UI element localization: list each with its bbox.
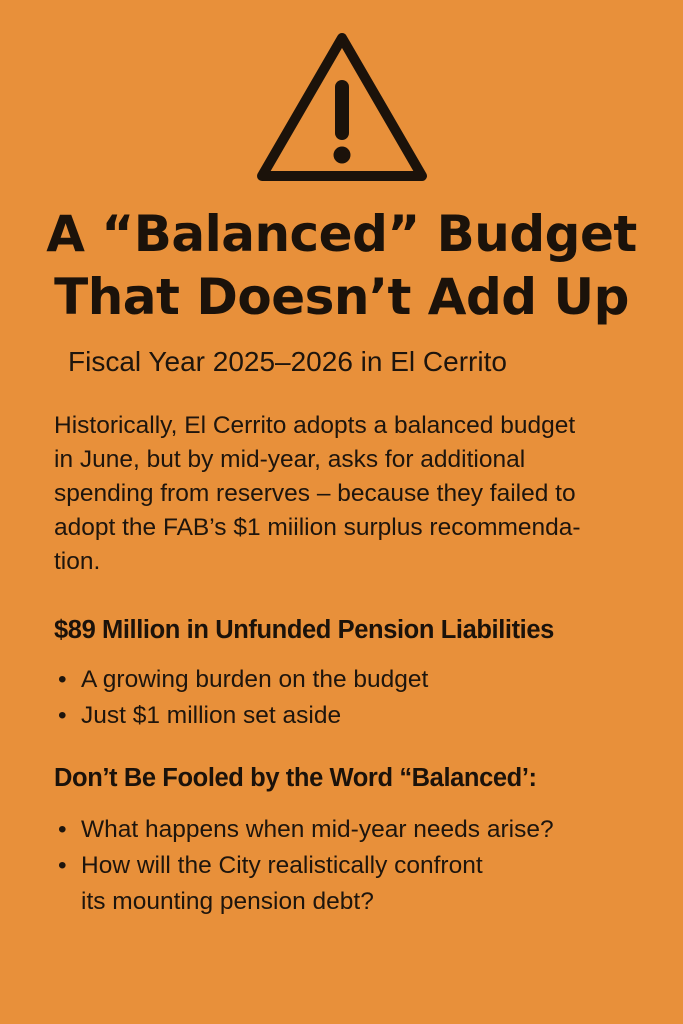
title-line-1: A “Balanced” Budget xyxy=(46,205,637,263)
intro-line: in June, but by mid-year, asks for additional xyxy=(54,446,526,473)
bullet-icon: • xyxy=(58,702,67,729)
list-item xyxy=(54,662,428,698)
bullet-icon: • xyxy=(58,852,67,879)
list-item xyxy=(54,848,554,920)
bullet-text: Just $1 million set aside xyxy=(81,702,342,729)
intro-line: tion. xyxy=(54,548,101,575)
subtitle: Fiscal Year 2025–2026 in El Cerrito xyxy=(68,346,507,377)
intro-paragraph xyxy=(54,409,654,579)
intro-line: Historically, El Cerrito adopts a balanced budget xyxy=(54,412,576,439)
bullet-text-continued: its mounting pension debt? xyxy=(81,888,374,915)
list-item xyxy=(54,698,428,734)
bullet-icon: • xyxy=(58,816,67,843)
bullet-text: How will the City realistically confront xyxy=(81,852,483,879)
pension-bullet-list xyxy=(54,662,428,734)
intro-line: spending from reserves – because they failed to xyxy=(54,480,576,507)
title-line-2: That Doesn’t Add Up xyxy=(54,268,629,326)
list-item xyxy=(54,812,554,848)
question-bullet-list xyxy=(54,812,554,920)
warning-icon xyxy=(254,30,430,184)
bullet-icon: • xyxy=(58,666,67,693)
pension-heading: $89 Million in Unfunded Pension Liabilities xyxy=(54,616,554,644)
page-title xyxy=(0,203,683,329)
bullet-text: A growing burden on the budget xyxy=(81,666,429,693)
balanced-heading: Don’t Be Fooled by the Word “Balanced’: xyxy=(54,764,537,792)
intro-line: adopt the FAB’s $1 miilion surplus recommenda- xyxy=(54,514,581,541)
bullet-text: What happens when mid-year needs arise? xyxy=(81,816,554,843)
